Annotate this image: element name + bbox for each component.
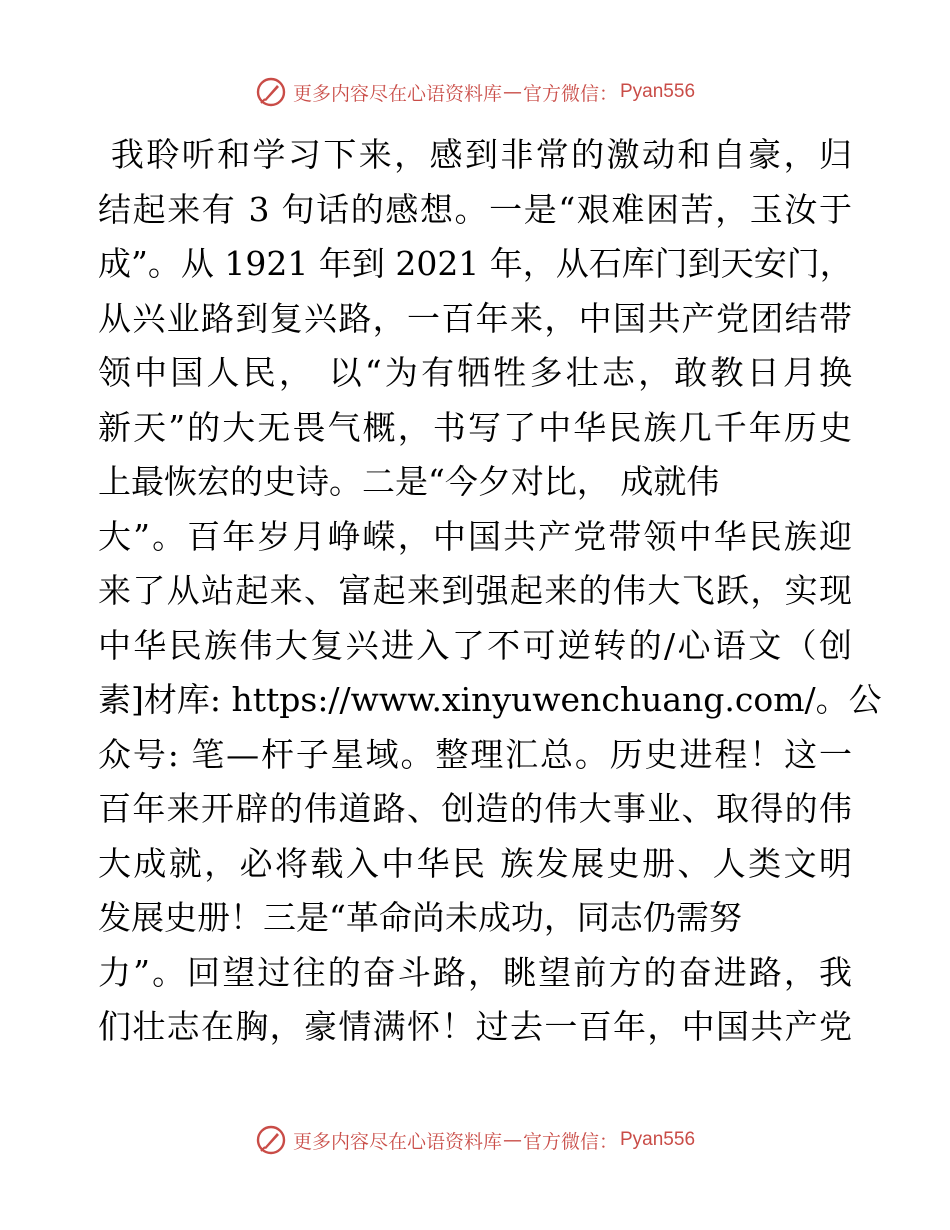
footer-separator: —	[502, 1129, 522, 1151]
body-line: 众号: 笔—杆子星域。整理汇总。历史进程！这一	[98, 734, 852, 774]
header-separator: —	[502, 81, 522, 103]
header-brand-text: 更多内容尽在心语资料库	[292, 82, 502, 105]
footer-banner	[0, 1120, 950, 1160]
footer-brand-text: 更多内容尽在心语资料库	[292, 1130, 502, 1153]
body-line: 素]材库: https://www.xinyuwenchuang.com/。公	[98, 680, 882, 719]
body-line: 结起来有 3 句话的感想。一是“艰难困苦，玉汝于	[98, 189, 852, 229]
header-banner	[0, 72, 950, 112]
body-line: 成”。从 1921 年到 2021 年，从石库门到天安门，	[98, 244, 853, 283]
header-wechat-account: Pyan556	[620, 81, 696, 102]
body-line: 们壮志在胸，豪情满怀！过去一百年，中国共产党	[98, 1007, 852, 1046]
body-line: 力”。回望过往的奋斗路，眺望前方的奋进路，我	[98, 952, 852, 992]
body-line: 上最恢宏的史诗。二是“今夕对比， 成就伟	[98, 462, 720, 501]
quill-logo-icon	[255, 1124, 287, 1156]
header-wechat-label: 官方微信：	[522, 82, 618, 105]
footer-wechat-account: Pyan556	[620, 1129, 696, 1150]
body-line: 百年来开辟的伟道路、创造的伟大事业、取得的伟	[98, 789, 852, 828]
body-line: 中华民族伟大复兴进入了不可逆转的/心语文（创	[98, 625, 852, 665]
footer-wechat-label: 官方微信：	[522, 1130, 618, 1153]
quill-logo-icon	[255, 76, 287, 108]
body-line: 发展史册！三是“革命尚未成功，同志仍需努	[98, 898, 742, 937]
body-line: 大成就，必将载入中华民 族发展史册、人类文明	[98, 843, 852, 883]
body-line: 从兴业路到复兴路，一百年来，中国共产党团结带	[98, 298, 852, 338]
body-line: 我聆听和学习下来，感到非常的激动和自豪，归	[98, 135, 852, 174]
body-line: 大”。百年岁月峥嵘，中国共产党带领中华民族迎	[98, 516, 852, 556]
document-body	[98, 128, 882, 1055]
body-line: 新天”的大无畏气概，书写了中华民族几千年历史	[98, 407, 852, 447]
body-line: 领中国人民， 以“为有牺牲多壮志，敢教日月换	[98, 353, 852, 392]
body-line: 来了从站起来、富起来到强起来的伟大飞跃，实现	[98, 571, 852, 610]
